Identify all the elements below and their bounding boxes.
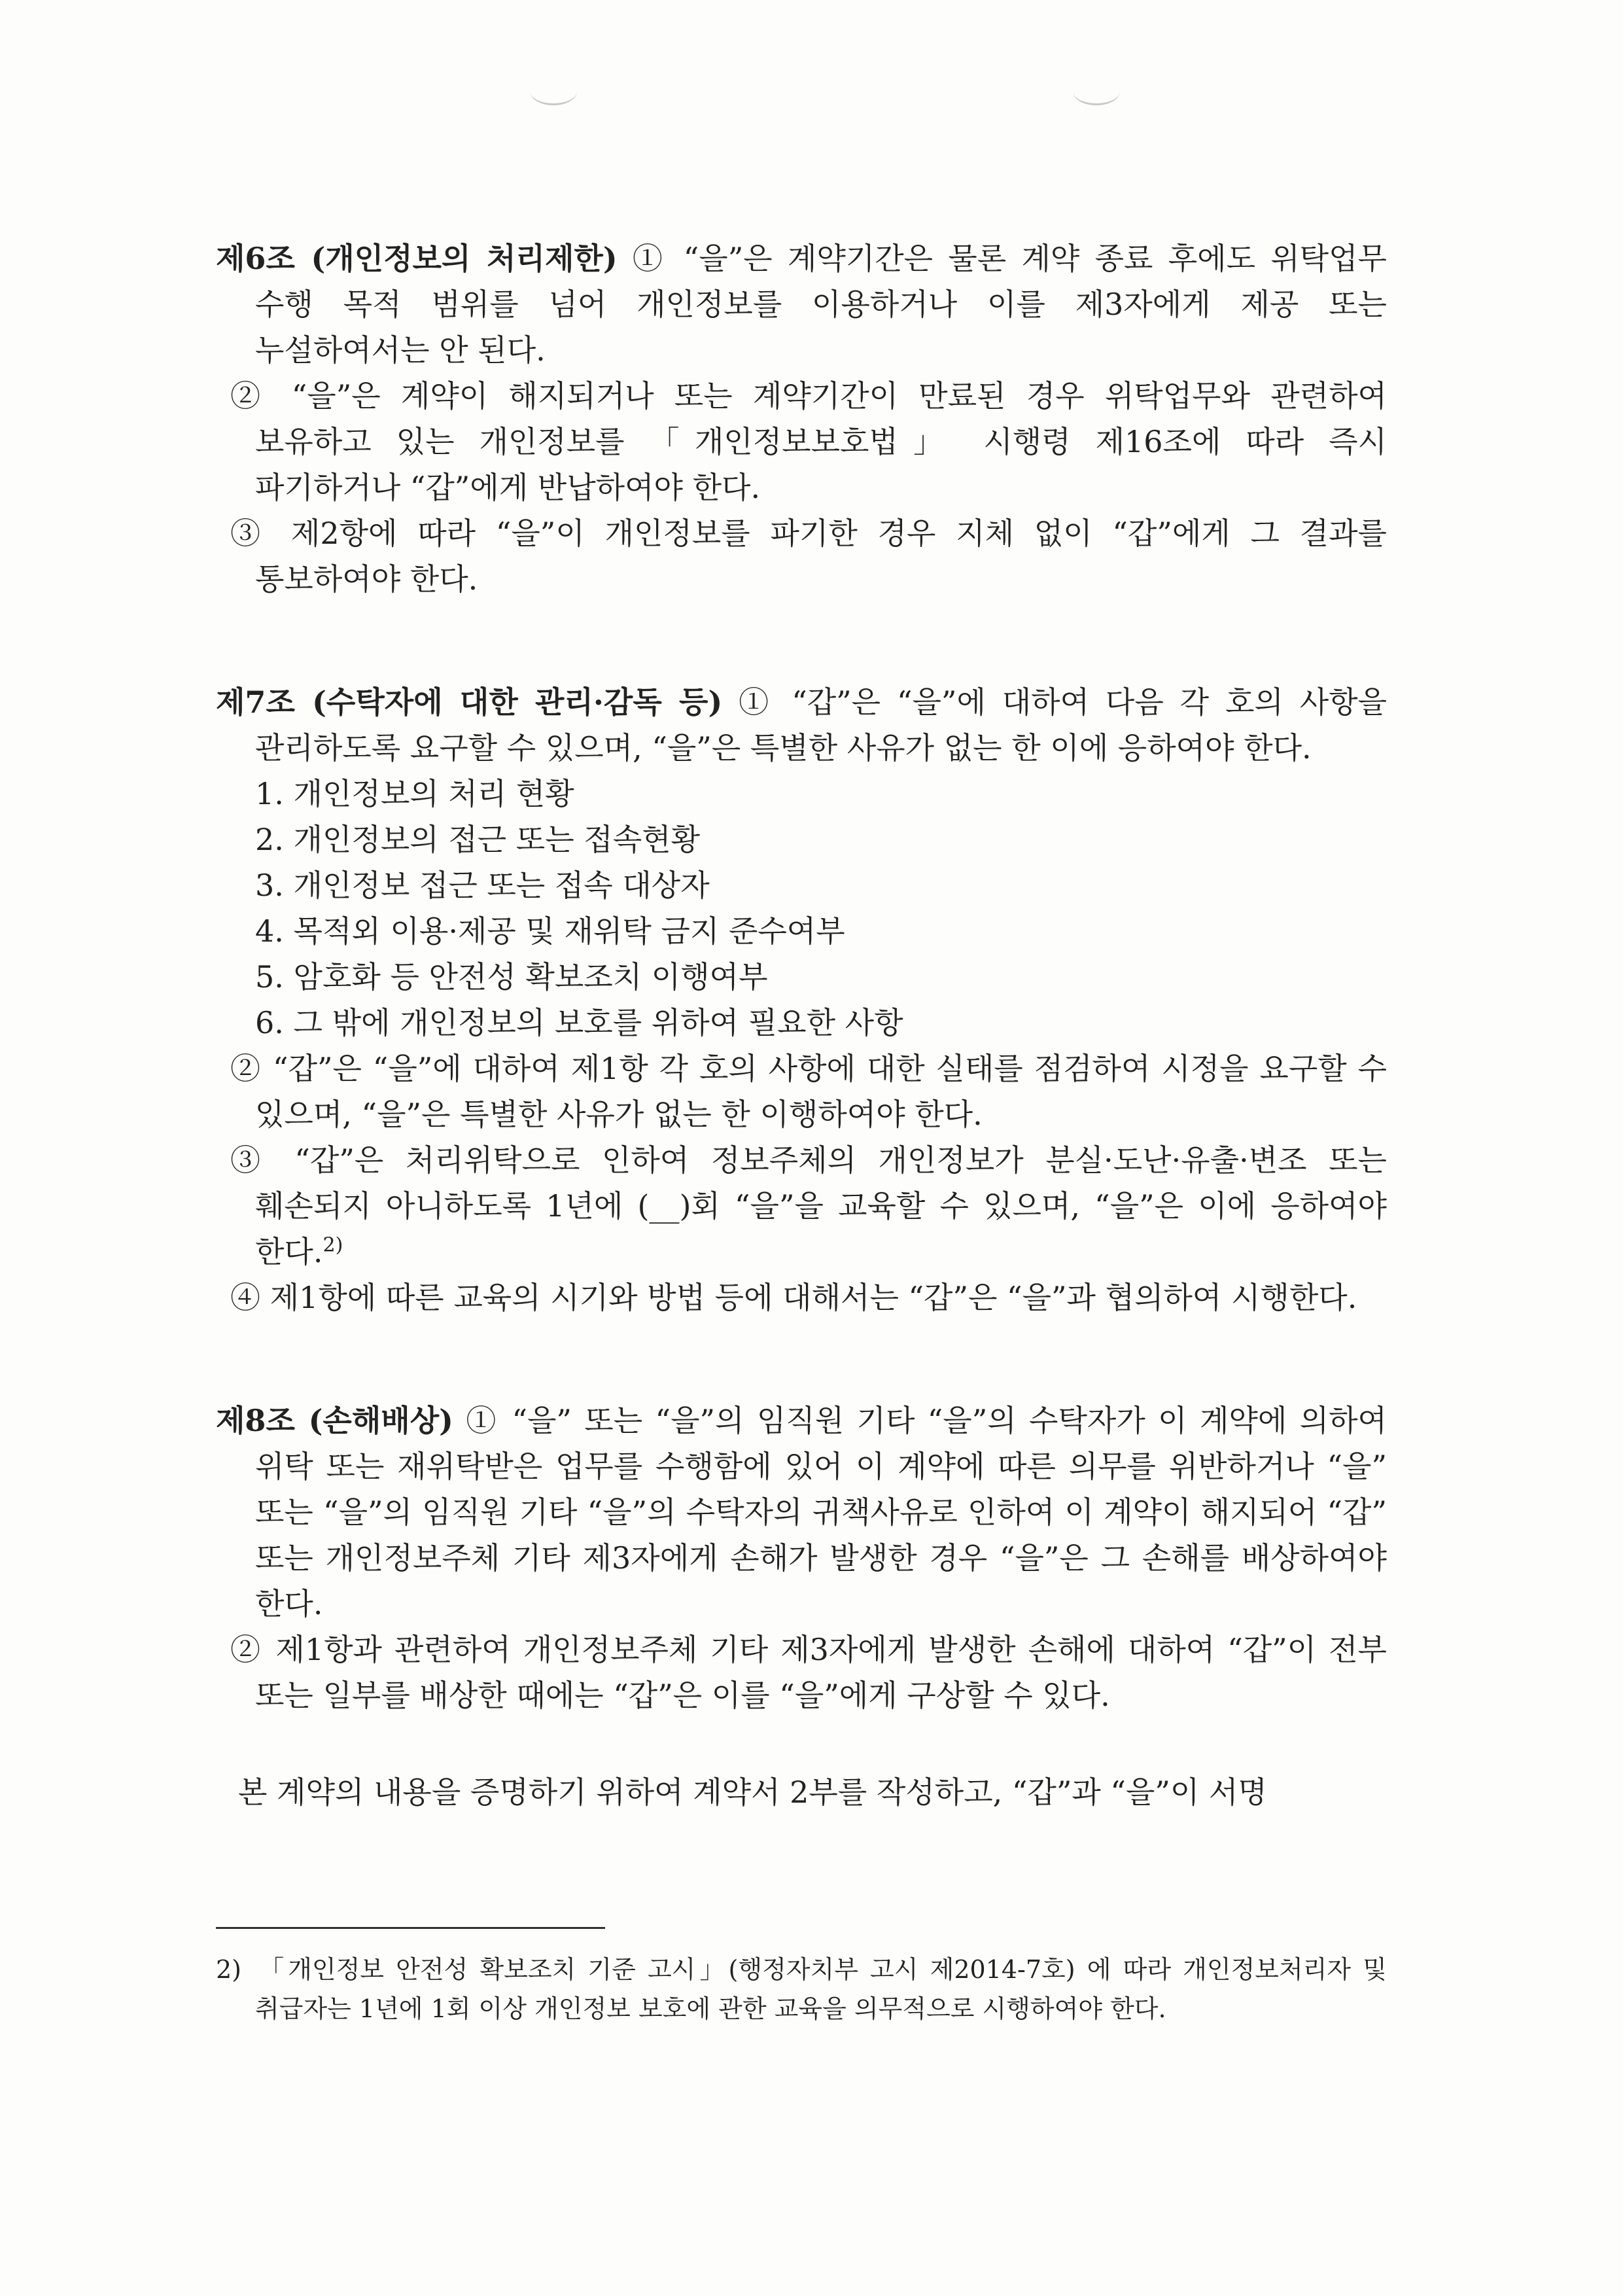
article-7-clause-1: ① “갑”은 “을”에 대하여 다음 각 호의 사항을 관리하도록 요구할 수 있으며, “을”은 특별한 사유가 없는 한 이에 응하여야 한다. [255, 684, 1387, 766]
article-7-clause-3-text: ③ “갑”은 처리위탁으로 인하여 정보주체의 개인정보가 분실·도난·유출·변조 또는 훼손되지 아니하도록 1년에 (__)회 “을”을 교육할 수 있으며, “을”은 이에 응하여야 한다. [230, 1142, 1387, 1269]
article-8-clause-1: ① “을” 또는 “을”의 임직원 기타 “을”의 수탁자가 이 계약에 의하여 위탁 또는 재위탁받은 업무를 수행함에 있어 이 계약에 따른 의무를 위반하거나 “을” 또는 “을”의 임직원 기타 “을”의 수탁자의 귀책사유로 인하여 이 계약이 해지되어 “갑” 또는 개인정보주체 기타 제3자에게 손해가 발생한 경우 “을”은 그 손해를 배상하여야 한다. [255, 1403, 1387, 1621]
article-8 [216, 1398, 1387, 1718]
article-8-clause-2: ② 제1항과 관련하여 개인정보주체 기타 제3자에게 발생한 손해에 대하여 “갑”이 전부 또는 일부를 배상한 때에는 “갑”은 이를 “을”에게 구상할 수 있다. [230, 1632, 1387, 1713]
footnote-divider [216, 1927, 605, 1929]
list-item: 3. 개인정보 접근 또는 접속 대상자 [255, 868, 710, 903]
list-item: 4. 목적외 이용·제공 및 재위탁 금지 준수여부 [255, 913, 845, 949]
article-7-clause-3 [216, 1137, 1387, 1275]
article-7-lead [216, 679, 1387, 771]
footnote-reference[interactable]: 2) [323, 1233, 343, 1257]
article-6 [216, 236, 1387, 602]
list-item: 1. 개인정보의 처리 현황 [255, 776, 574, 811]
document-body [216, 236, 1387, 1815]
article-6-lead [216, 236, 1387, 373]
article-6-clause-1: ① “을”은 계약기간은 물론 계약 종료 후에도 위탁업무 수행 목적 범위를 넘어 개인정보를 이용하거나 이를 제3자에게 제공 또는 누설하여서는 안 된다. [255, 241, 1387, 368]
punch-hole-mark-right [1073, 77, 1120, 105]
list-item: 2. 개인정보의 접근 또는 접속현황 [255, 822, 701, 857]
article-6-clause-3: ③ 제2항에 따라 “을”이 개인정보를 파기한 경우 지체 없이 “갑”에게 그 결과를 통보하여야 한다. [230, 516, 1387, 597]
footnote-text: 「개인정보 안전성 확보조치 기준 고시」(행정자치부 고시 제2014-7호) 에 따라 개인정보처리자 및 취급자는 1년에 1회 이상 개인정보 보호에 관한 교육을 의무적으로 시행하여야 한다. [255, 1955, 1387, 2023]
article-7-clause-2: ② “갑”은 “을”에 대하여 제1항 각 호의 사항에 대한 실태를 점검하여 시정을 요구할 수 있으며, “을”은 특별한 사유가 없는 한 이행하여야 한다. [230, 1051, 1387, 1132]
article-7-clause-4: ④ 제1항에 따른 교육의 시기와 방법 등에 대해서는 “갑”은 “을”과 협의하여 시행한다. [230, 1280, 1357, 1315]
list-item: 5. 암호화 등 안전성 확보조치 이행여부 [255, 959, 768, 995]
footnote [216, 1950, 1387, 2028]
article-8-heading: 제8조 (손해배상) [216, 1403, 453, 1438]
article-7-heading: 제7조 (수탁자에 대한 관리·감독 등) [216, 684, 723, 720]
article-7 [216, 679, 1387, 1320]
article-6-heading: 제6조 (개인정보의 처리제한) [216, 241, 618, 276]
closing-statement: 본 계약의 내용을 증명하기 위하여 계약서 2부를 작성하고, “갑”과 “을”이 서명 [238, 1775, 1267, 1810]
punch-hole-mark-left [530, 77, 577, 105]
article-6-clause-2: ② “을”은 계약이 해지되거나 또는 계약기간이 만료된 경우 위탁업무와 관련하여 보유하고 있는 개인정보를 「개인정보보호법」 시행령 제16조에 따라 즉시 파기하거나 “갑”에게 반납하여야 한다. [230, 378, 1387, 505]
footnote-number: 2) [216, 1955, 242, 1984]
article-8-lead [216, 1398, 1387, 1627]
list-item: 6. 그 밖에 개인정보의 보호를 위하여 필요한 사항 [255, 1005, 903, 1040]
